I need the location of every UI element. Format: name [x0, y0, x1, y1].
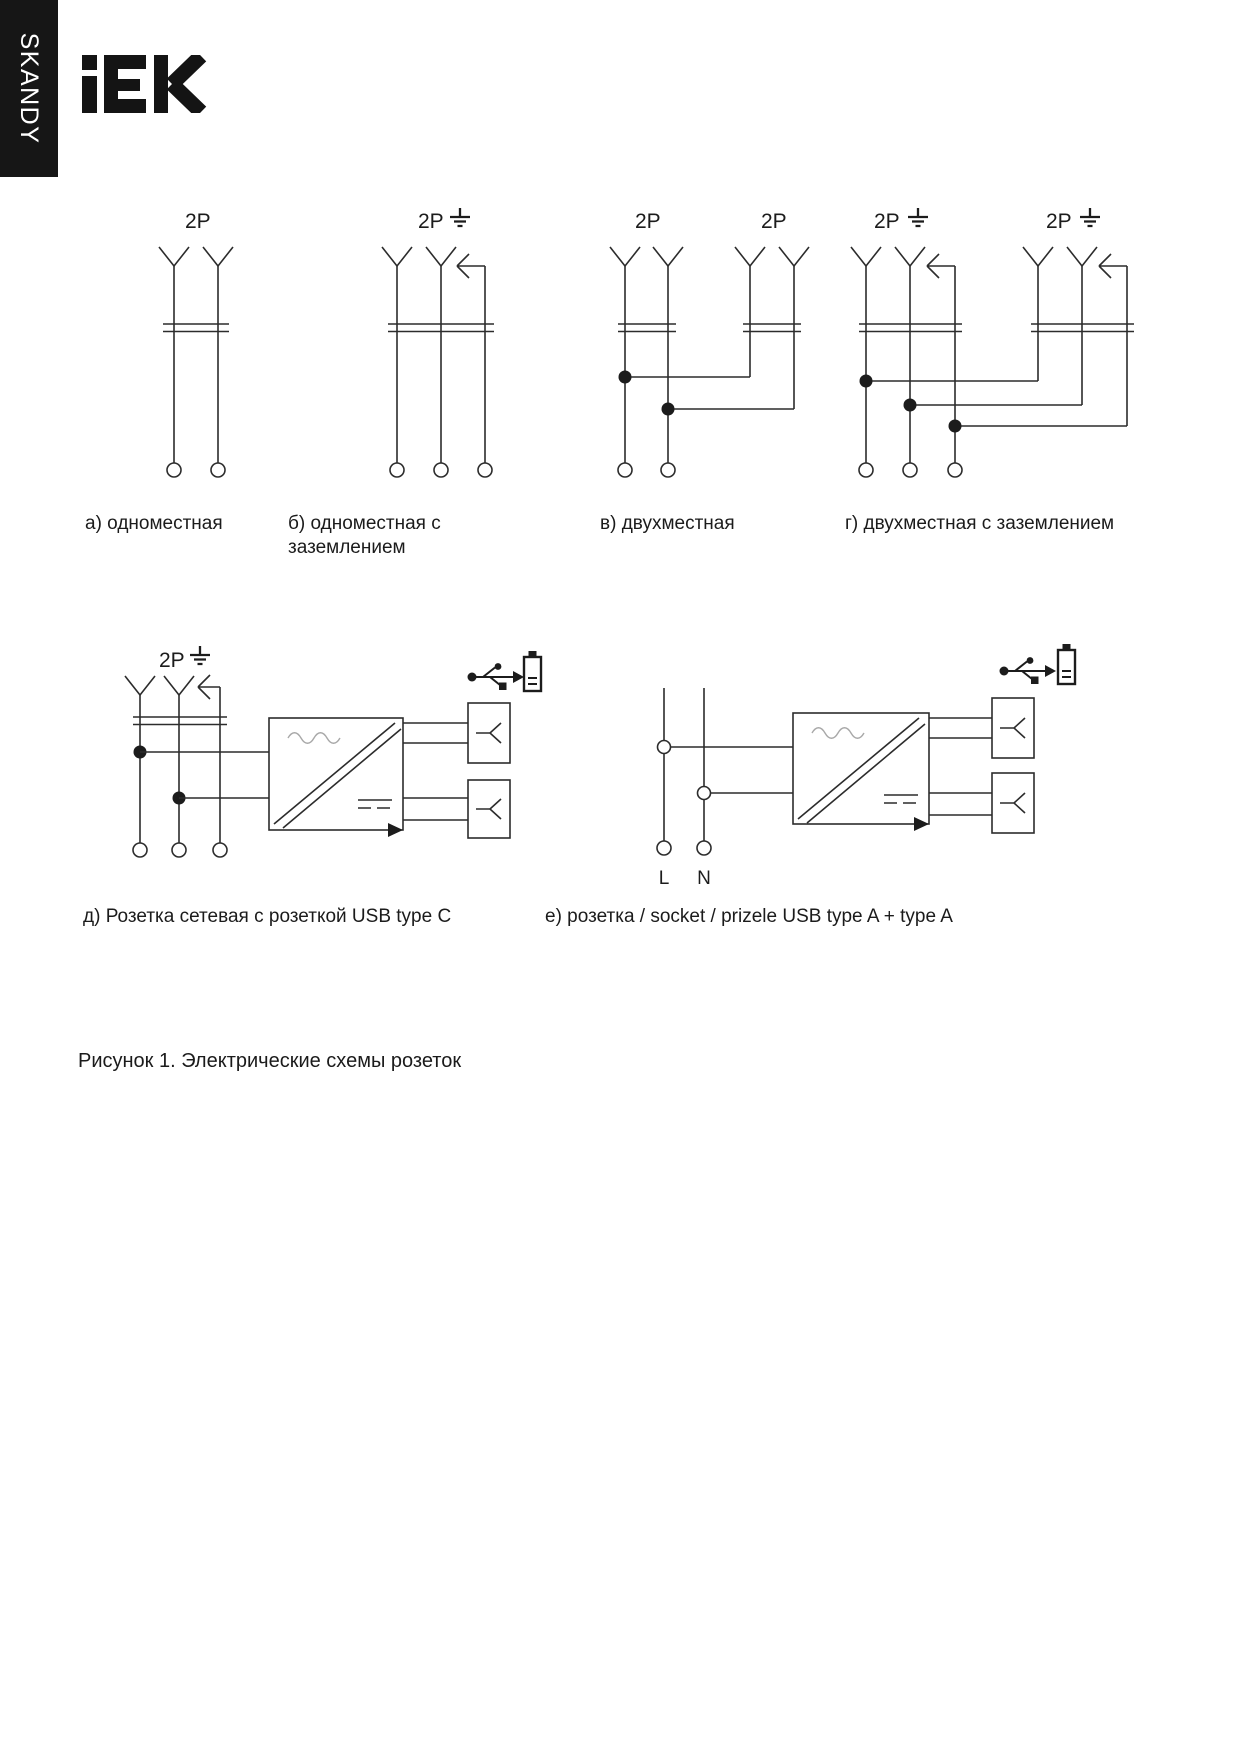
schematic-g-double-socket-grounded: [851, 208, 1134, 477]
socket-body-bar: [743, 324, 801, 332]
conductors: [1038, 266, 1127, 426]
ground-contact-arrow-icon: [1099, 254, 1127, 278]
terminal: [661, 463, 675, 477]
conductors: [866, 266, 955, 463]
usb-icon: [468, 663, 525, 690]
terminal: [211, 463, 225, 477]
pole-label: 2P: [159, 649, 185, 672]
terminal: [657, 841, 671, 855]
terminal: [133, 843, 147, 857]
terminal: [390, 463, 404, 477]
terminal: [859, 463, 873, 477]
socket-body-bar: [163, 324, 229, 332]
caption-b: б) одноместная с заземлением: [288, 513, 441, 558]
socket-pin-fork: [203, 247, 233, 266]
socket-pin-fork: [1067, 247, 1097, 266]
output-wires: [403, 723, 468, 820]
pole-label: 2P: [418, 210, 444, 233]
socket-pin-fork: [779, 247, 809, 266]
battery-icon: [524, 651, 541, 691]
conductors: [664, 688, 704, 841]
output-wires: [929, 718, 992, 815]
pole-label: 2P: [635, 210, 661, 233]
terminal: [903, 463, 917, 477]
ground-contact-arrow-icon: [198, 675, 220, 699]
socket-pin-fork: [653, 247, 683, 266]
schematic-d-socket-usb-c: [125, 646, 541, 857]
feed-wires: [140, 752, 269, 798]
usb-output-port: [992, 773, 1034, 833]
caption-v: в) двухместная: [600, 513, 735, 534]
neutral-terminal-label: N: [697, 868, 711, 889]
terminal: [167, 463, 181, 477]
conductors: [397, 266, 485, 463]
battery-icon: [1058, 644, 1075, 684]
junction-dot: [619, 371, 632, 384]
feed-wires: [671, 747, 794, 793]
terminal: [618, 463, 632, 477]
ground-contact-arrow-icon: [927, 254, 955, 278]
socket-pin-fork: [1023, 247, 1053, 266]
ground-icon: [908, 208, 928, 226]
ground-contact-arrow-icon: [457, 254, 485, 278]
socket-pin-fork: [735, 247, 765, 266]
socket-pin-fork: [610, 247, 640, 266]
conductors: [140, 687, 220, 843]
ground-icon: [450, 208, 470, 226]
pole-label: 2P: [185, 210, 211, 233]
usb-output-port: [468, 780, 510, 838]
link-wires: [625, 377, 794, 409]
terminal: [213, 843, 227, 857]
schematic-b-single-socket-grounded: [382, 208, 494, 477]
socket-pin-fork: [851, 247, 881, 266]
pole-label: 2P: [761, 210, 787, 233]
socket-body-bar: [133, 717, 227, 725]
usb-output-port: [992, 698, 1034, 758]
figure-caption: Рисунок 1. Электрические схемы розеток: [78, 1050, 462, 1072]
junction-dot: [904, 399, 917, 412]
terminal: [172, 843, 186, 857]
ground-icon: [1080, 208, 1100, 226]
terminal: [697, 841, 711, 855]
ground-icon: [190, 646, 210, 664]
junction-dot: [662, 403, 675, 416]
socket-pin-fork: [895, 247, 925, 266]
caption-d: д) Розетка сетевая с розеткой USB type C: [83, 906, 452, 927]
line-terminal-label: L: [658, 868, 670, 889]
junction-node: [658, 741, 671, 754]
terminal: [434, 463, 448, 477]
junction-dot: [860, 375, 873, 388]
series-label: SKANDY: [15, 32, 43, 145]
schematic-v-double-socket: [610, 210, 809, 477]
usb-icon: [1000, 657, 1057, 684]
pole-label: 2P: [874, 210, 900, 233]
usb-output-port: [468, 703, 510, 763]
terminal: [478, 463, 492, 477]
conductors: [625, 266, 668, 463]
socket-pin-fork: [382, 247, 412, 266]
pole-label: 2P: [1046, 210, 1072, 233]
caption-e: е) розетка / socket / prizele USB type A + type A: [545, 906, 953, 927]
socket-pin-fork: [164, 676, 194, 695]
conductors: [174, 266, 218, 463]
terminal: [948, 463, 962, 477]
caption-g: г) двухместная с заземлением: [845, 513, 1115, 534]
ac-dc-converter: [269, 718, 403, 837]
conductors: [750, 266, 794, 409]
socket-pin-fork: [125, 676, 155, 695]
ac-dc-converter: [793, 713, 929, 831]
socket-pin-fork: [426, 247, 456, 266]
caption-a: а) одноместная: [85, 513, 223, 534]
junction-dot: [949, 420, 962, 433]
schematic-a-single-socket: [159, 210, 233, 477]
schematic-e-socket-usb-a: [657, 644, 1075, 889]
junction-node: [698, 787, 711, 800]
socket-pin-fork: [159, 247, 189, 266]
